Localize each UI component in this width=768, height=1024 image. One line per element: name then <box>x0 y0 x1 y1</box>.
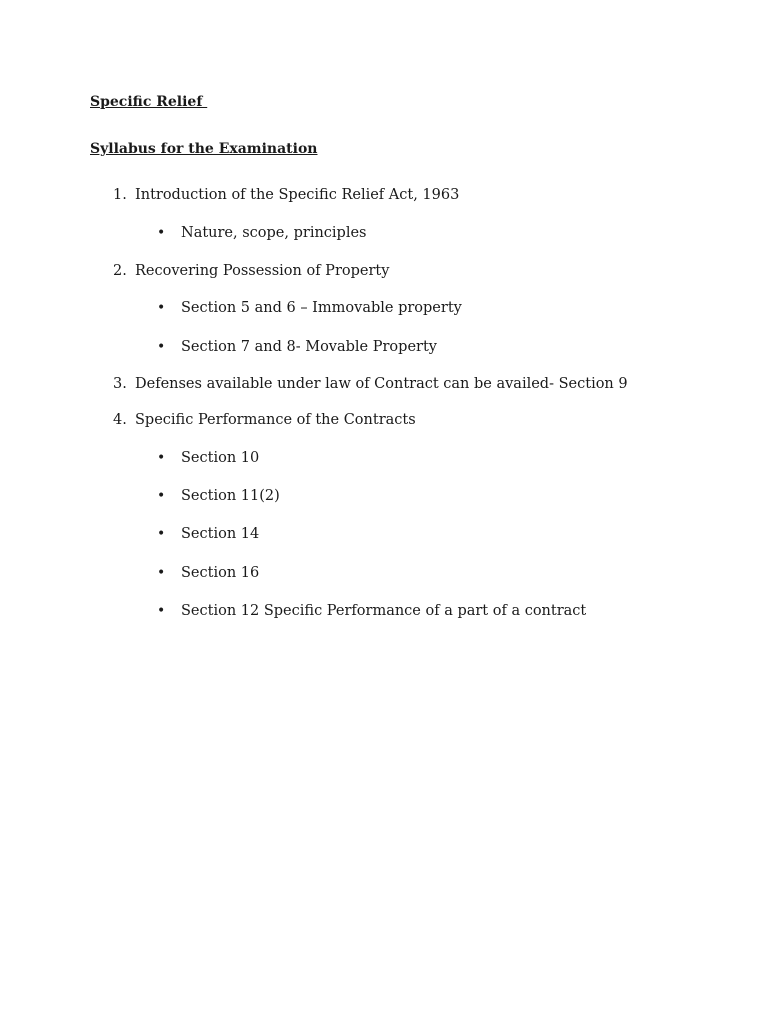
item-text: Introduction of the Specific Relief Act, 1963 <box>135 187 460 203</box>
item-text: Recovering Possession of Property <box>135 263 390 279</box>
bullet-text: Section 11(2) <box>181 488 280 504</box>
item-number: 1. <box>113 187 127 203</box>
bullet-item <box>157 602 586 620</box>
bullet-text: Section 14 <box>181 526 260 542</box>
list-item <box>113 375 628 393</box>
bullet-item <box>157 487 280 505</box>
item-text: Specific Performance of the Contracts <box>135 412 416 428</box>
bullet-item <box>157 449 259 467</box>
syllabus-heading: Syllabus for the Examination <box>90 141 318 157</box>
bullet-icon: • <box>157 339 166 355</box>
document-title: Specific Relief <box>90 94 208 110</box>
bullet-text: Section 7 and 8- Movable Property <box>181 339 437 355</box>
bullet-text: Nature, scope, principles <box>181 225 367 241</box>
bullet-icon: • <box>157 565 166 581</box>
bullet-icon: • <box>157 300 166 316</box>
item-number: 3. <box>113 376 127 392</box>
bullet-icon: • <box>157 225 166 241</box>
bullet-text: Section 5 and 6 – Immovable property <box>181 300 462 316</box>
bullet-item <box>157 224 367 242</box>
item-number: 4. <box>113 412 127 428</box>
bullet-icon: • <box>157 488 166 504</box>
list-item <box>113 411 416 429</box>
bullet-icon: • <box>157 450 166 466</box>
bullet-item <box>157 525 259 543</box>
bullet-text: Section 10 <box>181 450 260 466</box>
bullet-icon: • <box>157 526 166 542</box>
bullet-text: Section 12 Specific Performance of a part of a contract <box>181 603 587 619</box>
bullet-text: Section 16 <box>181 565 260 581</box>
list-item <box>113 186 459 204</box>
bullet-item <box>157 299 462 317</box>
item-number: 2. <box>113 263 127 279</box>
item-text: Defenses available under law of Contract can be availed- Section 9 <box>135 376 628 392</box>
bullet-item <box>157 338 437 356</box>
bullet-item <box>157 564 259 582</box>
bullet-icon: • <box>157 603 166 619</box>
list-item <box>113 262 389 280</box>
